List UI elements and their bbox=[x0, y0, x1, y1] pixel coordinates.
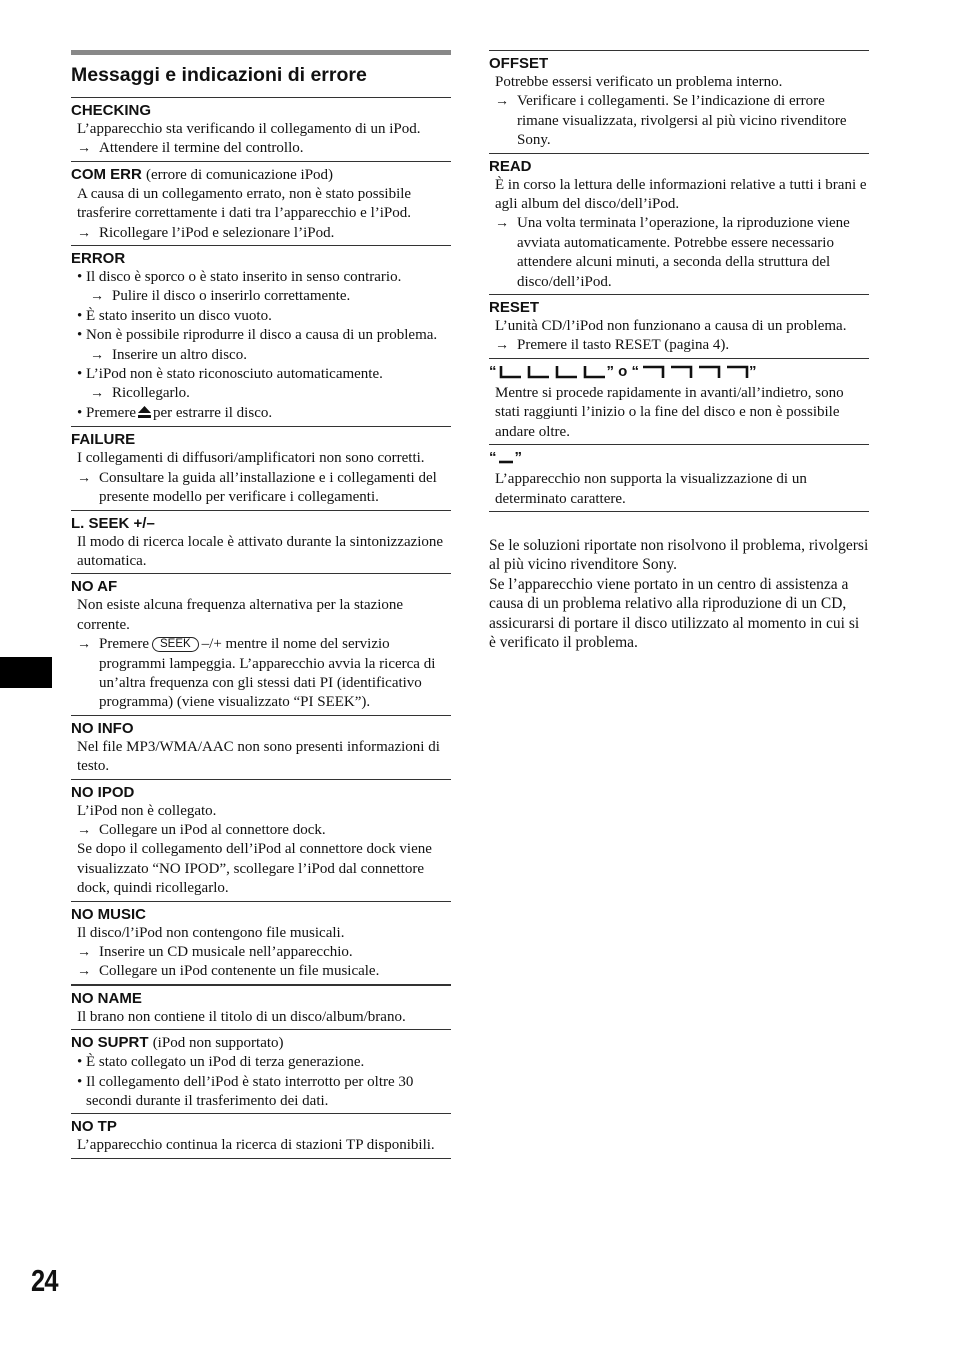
open-quote: “ bbox=[489, 449, 497, 467]
open-quote: “ bbox=[489, 362, 497, 380]
remedy-line: → Inserire un altro disco. bbox=[71, 346, 451, 365]
entry-heading bbox=[71, 165, 451, 185]
entry-description: Potrebbe essersi verificato un problema interno. bbox=[495, 74, 783, 90]
cause-bullet: • È stato collegato un iPod di terza generazione. bbox=[71, 1053, 451, 1072]
entry-com-err bbox=[71, 161, 451, 245]
closing-paragraph: Se le soluzioni riportate non risolvono il problema, rivolgersi al più vicino rivenditore Sony. bbox=[489, 536, 869, 574]
cause-bullet: • Il collegamento dell’iPod è stato interrotto per oltre 30 secondi durante il trasferimento dei dati. bbox=[71, 1073, 451, 1112]
left-column bbox=[71, 50, 451, 1159]
closing-paragraph: Se l’apparecchio viene portato in un centro di assistenza a causa di un problema relativo alla riproduzione di un CD, assicurarsi di portare il disco utilizzato al momento in cui si è verificato il problema. bbox=[489, 575, 860, 652]
entry-error bbox=[71, 245, 451, 426]
eject-instruction-pre: Premere bbox=[86, 404, 136, 421]
entry-heading: NO AF bbox=[71, 578, 118, 596]
remedy-line: → Ricollegare l’iPod e selezionare l’iPod. bbox=[71, 224, 451, 243]
entry-no-music bbox=[71, 901, 451, 984]
entry-description: I collegamenti di diffusori/amplificatori non sono corretti. bbox=[77, 450, 425, 467]
entry-description: Non esiste alcuna frequenza alternativa per la stazione corrente. bbox=[77, 597, 404, 633]
closing-notes bbox=[489, 536, 869, 653]
entry-heading: NO INFO bbox=[71, 719, 134, 737]
entry-description: L’unità CD/l’iPod non funzionano a causa di un problema. bbox=[495, 318, 847, 335]
cause-bullet: • Il disco è sporco o è stato inserito in senso contrario. bbox=[71, 268, 451, 287]
remedy-line: → Verificare i collegamenti. Se l’indicazione di errore rimane visualizzata, rivolgersi al più vicino rivenditore Sony. bbox=[489, 92, 869, 150]
right-column bbox=[489, 50, 869, 653]
seek-button-label: SEEK bbox=[152, 637, 199, 652]
remedy-line: → Una volta terminata l’operazione, la riproduzione viene avviata automaticamente. Potrebbe essere necessario attendere alcuni minuti, a seconda della struttura del disco/dell’iPod. bbox=[489, 214, 869, 292]
entry-description: È in corso la lettura delle informazioni relative a tutti i brani e agli album del disco/dell’iPod. bbox=[495, 176, 867, 213]
entry-heading: L. SEEK +/– bbox=[71, 514, 155, 532]
entry-no-name bbox=[71, 984, 451, 1029]
title-rule bbox=[71, 50, 451, 55]
eject-icon bbox=[138, 405, 151, 424]
entry-description: L’apparecchio continua la ricerca di stazioni TP disponibili. bbox=[77, 1137, 435, 1154]
entry-no-af bbox=[71, 573, 451, 714]
cause-bullet: • Non è possibile riprodurre il disco a causa di un problema. bbox=[71, 326, 451, 345]
entry-no-tp bbox=[71, 1113, 451, 1158]
entry-heading: NO MUSIC bbox=[71, 905, 146, 923]
segment-top-corners-icon bbox=[639, 365, 749, 384]
entry-reset bbox=[489, 294, 869, 358]
entry-heading: OFFSET bbox=[489, 55, 549, 72]
entry-description: Il modo di ricerca locale è attivato durante la sintonizzazione automatica. bbox=[77, 533, 444, 569]
entry-heading bbox=[489, 362, 869, 384]
segment-bottom-corners-icon bbox=[497, 365, 607, 384]
remedy-post: –/+ mentre il nome del servizio programmi lampeggia. L’apparecchio avvia la ricerca di un’altra frequenza con gli stessi dati PI (identificativo programma) (viene visualizzato “PI SEEK”). bbox=[99, 636, 436, 711]
remedy-line bbox=[71, 635, 451, 713]
remedy-line: → Collegare un iPod contenente un file musicale. bbox=[71, 962, 451, 981]
remedy-line: → Premere il tasto RESET (pagina 4). bbox=[489, 336, 869, 355]
entry-checking bbox=[71, 97, 451, 161]
page-number: 24 bbox=[31, 1263, 58, 1298]
remedy-pre: Premere bbox=[99, 636, 149, 653]
underscore-segment-icon bbox=[497, 451, 515, 470]
entry-description: Il brano non contiene il titolo di un disco/album/brano. bbox=[77, 1008, 406, 1025]
entry-read bbox=[489, 153, 869, 294]
eject-instruction-post: per estrarre il disco. bbox=[152, 404, 273, 421]
entry-no-suprt bbox=[71, 1029, 451, 1113]
remedy-line: → Inserire un CD musicale nell’apparecchio. bbox=[71, 943, 451, 962]
entry-heading bbox=[489, 448, 869, 470]
entry-unsupported-character bbox=[489, 444, 869, 512]
entry-heading: CHECKING bbox=[71, 102, 152, 119]
entry-heading-note: (iPod non supportato) bbox=[152, 1035, 284, 1052]
entry-heading-code: NO SUPRT bbox=[71, 1034, 149, 1052]
page-title: Messaggi e indicazioni di errore bbox=[71, 64, 367, 86]
entry-no-ipod bbox=[71, 779, 451, 901]
entry-heading: FAILURE bbox=[71, 431, 136, 449]
entry-failure bbox=[71, 426, 451, 509]
cause-bullet bbox=[71, 404, 451, 424]
remedy-line: → Ricollegarlo. bbox=[71, 384, 451, 403]
close-quote: ” bbox=[514, 449, 522, 467]
entry-no-info bbox=[71, 715, 451, 779]
entry-description: L’apparecchio sta verificando il collegamento di un iPod. bbox=[77, 121, 421, 137]
entry-disc-edge-indicator bbox=[489, 358, 869, 444]
remedy-line: → Collegare un iPod al connettore dock. bbox=[71, 821, 451, 840]
entry-heading: NO NAME bbox=[71, 989, 142, 1007]
cause-bullet: • È stato inserito un disco vuoto. bbox=[71, 307, 451, 326]
entry-description: L’iPod non è collegato. bbox=[77, 802, 217, 819]
entry-heading: ERROR bbox=[71, 250, 126, 268]
entry-heading-note: (errore di comunicazione iPod) bbox=[146, 166, 334, 183]
entry-heading bbox=[71, 1033, 451, 1053]
entry-heading: NO IPOD bbox=[71, 783, 135, 801]
section-tab-marker bbox=[0, 657, 52, 688]
entry-description: Se dopo il collegamento dell’iPod al connettore dock viene visualizzato “NO IPOD”, scollegare l’iPod dal connettore dock, quindi ricollegarlo. bbox=[77, 841, 432, 897]
entry-description: Il disco/l’iPod non contengono file musicali. bbox=[77, 924, 345, 941]
connector-word: o bbox=[618, 362, 628, 380]
entry-heading: RESET bbox=[489, 299, 540, 317]
remedy-line: → Attendere il termine del controllo. bbox=[71, 139, 451, 158]
close-quote: ” bbox=[606, 362, 614, 380]
entry-l-seek bbox=[71, 510, 451, 574]
entry-heading: NO TP bbox=[71, 1118, 117, 1136]
entry-description: L’apparecchio non supporta la visualizzazione di un determinato carattere. bbox=[495, 471, 807, 507]
entry-heading-code: COM ERR bbox=[71, 165, 142, 183]
entry-description: Mentre si procede rapidamente in avanti/all’indietro, sono stati raggiunti l’inizio o la fine del disco e non è possibile andare oltre. bbox=[495, 384, 844, 440]
remedy-line: → Pulire il disco o inserirlo correttamente. bbox=[71, 287, 451, 306]
cause-bullet: • L’iPod non è stato riconosciuto automaticamente. bbox=[71, 365, 451, 384]
entry-description: Nel file MP3/WMA/AAC non sono presenti informazioni di testo. bbox=[77, 738, 440, 775]
entry-description: A causa di un collegamento errato, non è stato possibile trasferire correttamente i dati tra l’apparecchio e l’iPod. bbox=[77, 185, 412, 222]
entry-offset bbox=[489, 50, 869, 153]
open-quote: “ bbox=[631, 362, 640, 380]
close-quote: ” bbox=[749, 362, 757, 380]
entry-heading: READ bbox=[489, 157, 532, 175]
remedy-line: → Consultare la guida all’installazione e i collegamenti del presente modello per verificare i collegamenti. bbox=[71, 469, 451, 508]
